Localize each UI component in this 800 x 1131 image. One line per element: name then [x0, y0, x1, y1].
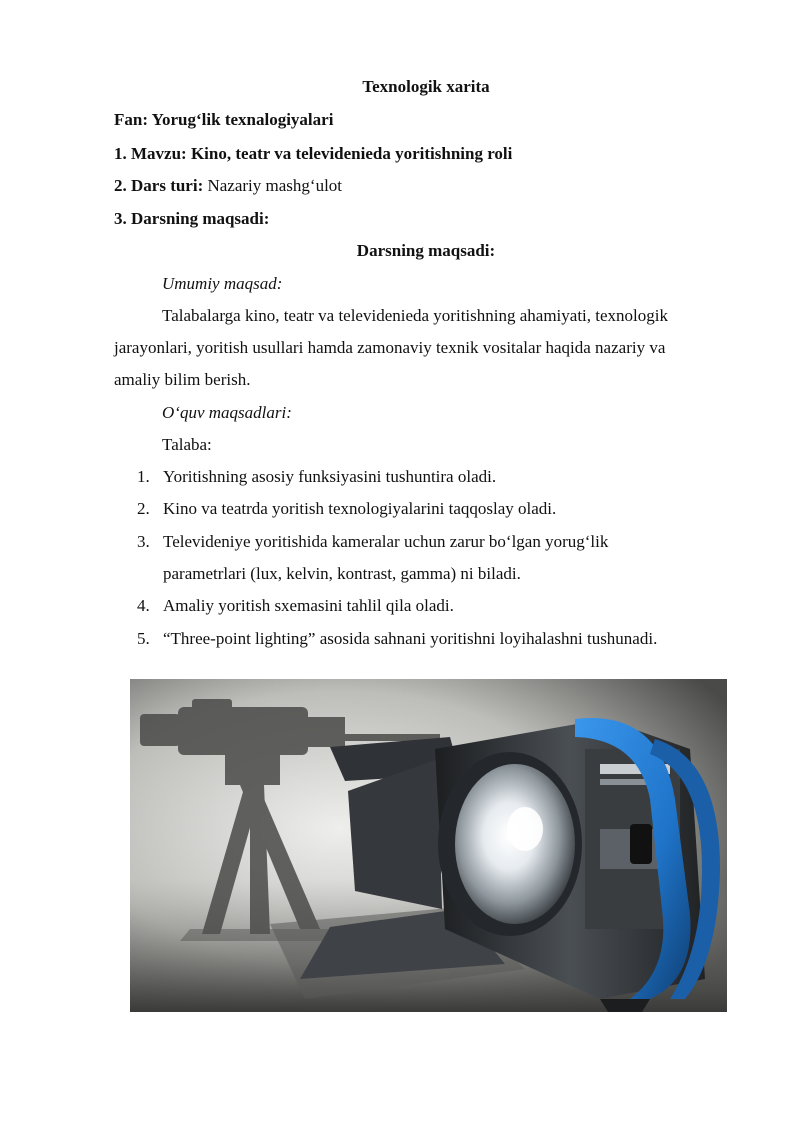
list-item-number: 1. — [137, 467, 150, 486]
lesson-type-line — [114, 175, 342, 197]
studio-light-photo — [130, 679, 727, 1012]
learning-goals-label: O‘quv maqsadlari: — [162, 403, 292, 422]
general-goal-text-line1: Talabalarga kino, teatr va televidenieda yoritishning ahamiyati, texnologik — [162, 306, 668, 325]
list-item-text: “Three-point lighting” asosida sahnani yoritishni loyihalashni tushunadi. — [163, 629, 658, 648]
goal-center-heading: Darsning maqsadi: — [356, 241, 496, 260]
list-item-number: 5. — [137, 629, 150, 648]
studio-light-illustration — [130, 679, 727, 1012]
general-goal-text-line3: amaliy bilim berish. — [114, 370, 251, 389]
lesson-type-value: Nazariy mashg‘ulot — [203, 176, 343, 195]
lesson-type-label: 2. Dars turi: — [114, 176, 204, 195]
list-item-number: 4. — [137, 596, 150, 615]
student-label: Talaba: — [162, 435, 212, 454]
topic-line: 1. Mavzu: Kino, teatr va televidenieda yoritishning roli — [114, 144, 513, 163]
general-goal-label: Umumiy maqsad: — [162, 274, 283, 293]
list-item-number: 2. — [137, 499, 150, 518]
goal-heading: 3. Darsning maqsadi: — [114, 209, 270, 228]
list-item-text: Kino va teatrda yoritish texnologiyalarini taqqoslay oladi. — [163, 499, 557, 518]
document-title: Texnologik xarita — [362, 77, 490, 96]
list-item-text: Televideniye yoritishida kameralar uchun zarur bo‘lgan yorug‘lik — [163, 532, 609, 551]
list-item-text: Amaliy yoritish sxemasini tahlil qila oladi. — [163, 596, 454, 615]
general-goal-text-line2: jarayonlari, yoritish usullari hamda zamonaviy texnik vositalar haqida nazariy va — [114, 338, 666, 357]
subject-line: Fan: Yorug‘lik texnalogiyalari — [114, 110, 334, 129]
list-item-text: Yoritishning asosiy funksiyasini tushuntira oladi. — [163, 467, 497, 486]
list-item-number: 3. — [137, 532, 150, 551]
list-item-text-continuation: parametrlari (lux, kelvin, kontrast, gamma) ni biladi. — [163, 564, 521, 583]
